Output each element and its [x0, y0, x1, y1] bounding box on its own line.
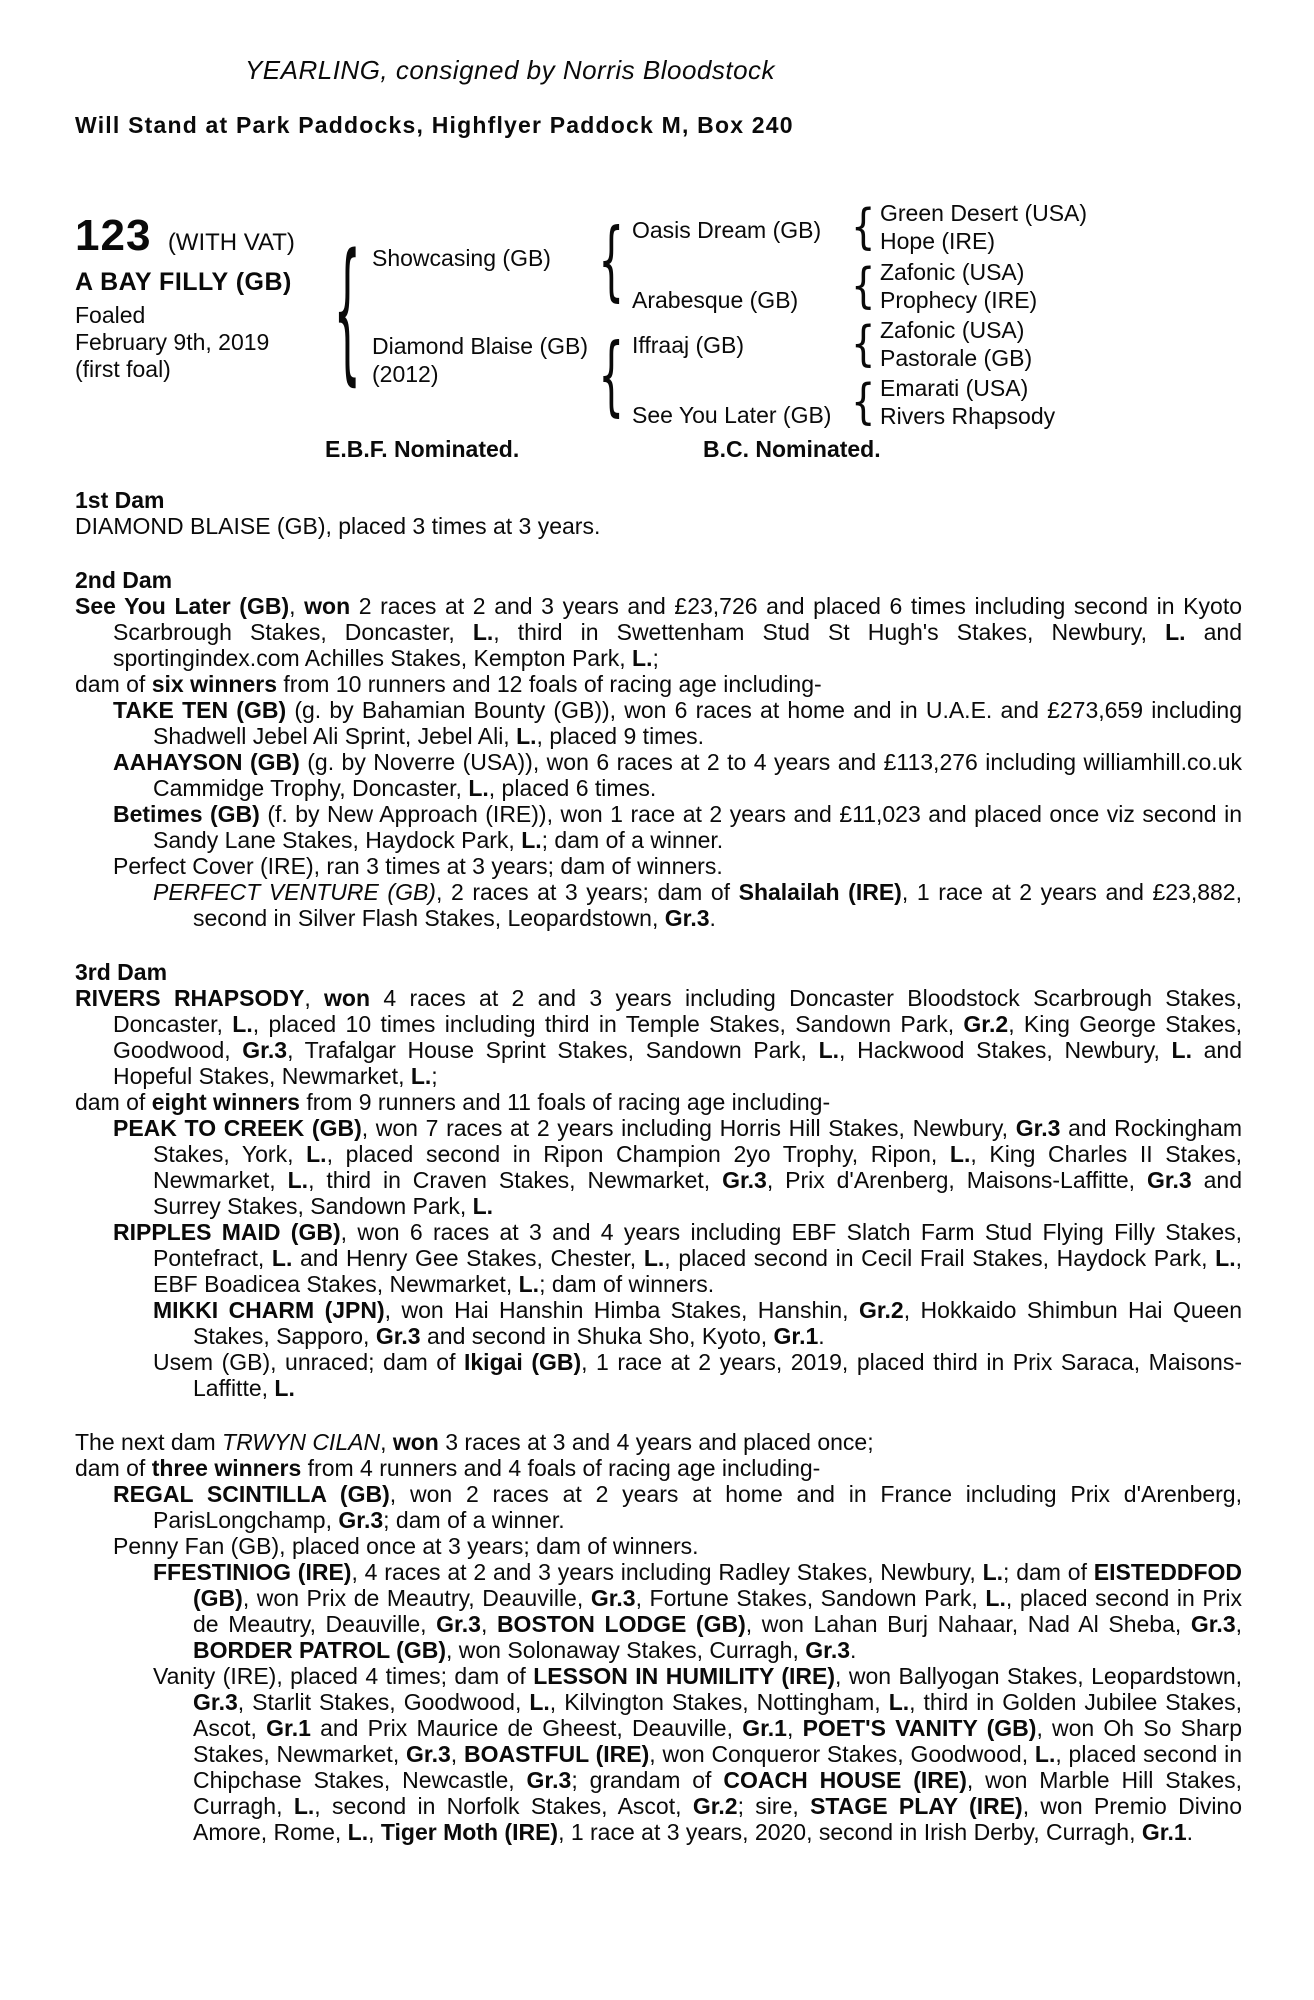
catalog-paragraph [75, 1349, 1242, 1401]
text-run: Gr.2 [692, 1793, 738, 1819]
dam-section [75, 487, 1242, 539]
text-run: Gr.3 [590, 1585, 636, 1611]
catalog-paragraph [75, 801, 1242, 853]
ebf-nominated-label: E.B.F. Nominated. [325, 436, 520, 462]
text-run: , won Prix de Meautry, Deauville, [242, 1585, 591, 1611]
text-run: Gr.3 [406, 1741, 451, 1767]
text-run: , third in Golden Jubilee Stakes, Ascot, [193, 1689, 1242, 1741]
text-run: EISTEDDFOD (GB) [193, 1559, 1242, 1611]
gen3-name: Green Desert (USA) [880, 200, 1088, 226]
catalog-paragraph [75, 1481, 1242, 1533]
text-run: , won Marble Hill Stakes, Curragh, [193, 1767, 1242, 1819]
dam-section [75, 959, 1242, 1401]
text-run: three winners [151, 1455, 302, 1481]
text-run: 3 races at 3 and 4 years and placed once; [438, 1429, 874, 1455]
gen3-name: Rivers Rhapsody [880, 403, 1056, 429]
text-run: , third in Craven Stakes, Newmarket, [308, 1167, 723, 1193]
text-run: L. [518, 1271, 540, 1297]
sire-name: Showcasing (GB) [372, 245, 551, 271]
text-run: Gr.3 [375, 1323, 421, 1349]
text-run: eight winners [151, 1089, 300, 1115]
text-run: Vanity (IRE), placed 4 times; dam of [153, 1663, 534, 1689]
text-run: L. [306, 1141, 327, 1167]
text-run: and Hopeful Stakes, Newmarket, [113, 1037, 1243, 1089]
text-run: BORDER PATROL (GB) [193, 1637, 446, 1663]
pedigree-brace-main: { [333, 222, 361, 402]
catalog-paragraph [75, 853, 1242, 879]
dam-section [75, 1429, 1242, 1845]
text-run: BOSTON LODGE (GB) [496, 1611, 746, 1637]
page-header [75, 55, 945, 139]
text-run: L. [410, 1063, 432, 1089]
text-run: Usem (GB), unraced; dam of [153, 1349, 464, 1375]
text-run: RIPPLES MAID (GB) [113, 1219, 341, 1245]
text-run: , Starlit Stakes, Goodwood, [237, 1689, 530, 1715]
gen3-name: Pastorale (GB) [880, 345, 1033, 371]
text-run: MIKKI CHARM (JPN) [153, 1297, 385, 1323]
catalog-paragraph [75, 1297, 1242, 1349]
gen3-name: Hope (IRE) [880, 228, 996, 254]
text-run: , Hackwood Stakes, Newbury, [839, 1037, 1172, 1063]
horse-description: A BAY FILLY (GB) [75, 268, 292, 296]
text-run: , third in Swettenham Stud St Hugh's Stakes, Newbury, [493, 619, 1166, 645]
text-run: PERFECT VENTURE (GB) [153, 879, 436, 905]
dam-heading: 1st Dam [75, 487, 165, 513]
dam-heading: 2nd Dam [75, 567, 173, 593]
text-run: and Henry Gee Stakes, Chester, [292, 1245, 644, 1271]
text-run: Shalailah (IRE) [738, 879, 902, 905]
catalog-sections [75, 487, 1242, 1845]
text-run: Gr.3 [338, 1507, 384, 1533]
gen3-name: Zafonic (USA) [880, 317, 1025, 343]
text-run: , [450, 1741, 464, 1767]
text-run: , won Oh So Sharp Stakes, Newmarket, [193, 1715, 1243, 1767]
text-run: and Rockingham Stakes, York, [153, 1115, 1242, 1167]
catalog-paragraph [75, 879, 1242, 931]
text-run: . [1186, 1819, 1194, 1845]
text-run: , placed second in Cecil Frail Stakes, Haydock Park, [664, 1245, 1216, 1271]
text-run: , 2 races at 3 years; dam of [435, 879, 739, 905]
text-run: dam of [75, 1455, 152, 1481]
text-run: ; dam of a winner. [383, 1507, 565, 1533]
text-run: , EBF Boadicea Stakes, Newmarket, [153, 1245, 1242, 1297]
pedigree-brace-dam: { [598, 325, 624, 427]
text-run: Gr.3 [242, 1037, 288, 1063]
text-run: , placed 9 times. [536, 723, 705, 749]
text-run: Gr.1 [1141, 1819, 1187, 1845]
dam-heading: 3rd Dam [75, 959, 168, 985]
text-run: 2 races at 2 and 3 years and £23,726 and placed 6 times including second in Kyoto Scarbrough Stakes, Doncaster, [113, 593, 1242, 645]
text-run: COACH HOUSE (IRE) [723, 1767, 967, 1793]
text-run: , won Hai Hanshin Himba Stakes, Hanshin, [384, 1297, 859, 1323]
text-run: , [304, 985, 325, 1011]
text-run: , 1 race at 2 years, 2019, placed third in Prix Saraca, Maisons-Laffitte, [193, 1349, 1242, 1401]
pedigree-brace-gen3: { [850, 199, 876, 255]
stand-location-line: Will Stand at Park Paddocks, Highflyer Paddock M, Box 240 [75, 112, 794, 138]
text-run: (g. by Bahamian Bounty (GB)), won 6 races at home and in U.A.E. and £273,659 including Shadwell Jebel Ali Sprint, Jebel Ali, [153, 697, 1242, 749]
text-run: from 4 runners and 4 foals of racing age including- [301, 1455, 821, 1481]
catalog-paragraph [75, 1219, 1242, 1297]
pedigree-table [75, 165, 1250, 477]
text-run: , placed second in Ripon Champion 2yo Trophy, Ripon, [326, 1141, 950, 1167]
text-run: dam of [75, 671, 152, 697]
text-run: . [850, 1637, 857, 1663]
text-run: Gr.3 [1015, 1115, 1061, 1141]
text-run: L. [1171, 1037, 1192, 1063]
text-run: and Prix Maurice de Gheest, Deauville, [310, 1715, 743, 1741]
text-run: L. [982, 1559, 1004, 1585]
text-run: Gr.3 [1190, 1611, 1236, 1637]
granddam-name: Arabesque (GB) [632, 287, 799, 313]
lot-number: 123 [75, 211, 152, 260]
text-run: TRWYN CILAN [222, 1429, 381, 1455]
text-run: , won 6 races at 3 and 4 years including EBF Slatch Farm Stud Flying Filly Stakes, Pontefract, [153, 1219, 1243, 1271]
dam-year: (2012) [372, 361, 439, 387]
dam-name: Diamond Blaise (GB) [372, 333, 589, 359]
gen3-pair [880, 258, 1037, 314]
text-run: Gr.1 [742, 1715, 787, 1741]
text-run: DIAMOND BLAISE (GB), placed 3 times at 3 years. [75, 513, 601, 539]
text-run: from 9 runners and 11 foals of racing age including- [299, 1089, 831, 1115]
text-run: See You Later (GB) [75, 593, 290, 619]
text-run: L. [472, 1193, 494, 1219]
text-run: ; dam of a winner. [541, 827, 724, 853]
text-run: L. [985, 1585, 1006, 1611]
text-run: L. [643, 1245, 665, 1271]
text-run: from 10 runners and 12 foals of racing age including- [277, 671, 822, 697]
text-run: won [304, 593, 351, 619]
catalog-paragraph [75, 671, 1242, 697]
text-run: L. [521, 827, 542, 853]
text-run: , won Ballyogan Stakes, Leopardstown, [835, 1663, 1242, 1689]
text-run: , Trafalgar House Sprint Stakes, Sandown Park, [287, 1037, 819, 1063]
vat-label: (WITH VAT) [167, 229, 295, 256]
foaled-label: Foaled [75, 302, 146, 328]
text-run: ; dam of [1003, 1559, 1094, 1585]
text-run: Gr.3 [805, 1637, 851, 1663]
gen3-name: Zafonic (USA) [880, 259, 1025, 285]
text-run: Gr.3 [193, 1689, 238, 1715]
text-run: L. [949, 1141, 971, 1167]
text-run: L. [529, 1689, 550, 1715]
text-run: , Prix d'Arenberg, Maisons-Laffitte, [766, 1167, 1147, 1193]
text-run: . [709, 905, 716, 931]
text-run: L. [516, 723, 537, 749]
text-run: , [786, 1715, 803, 1741]
text-run: , won Lahan Burj Nahaar, Nad Al Sheba, [745, 1611, 1191, 1637]
grandsire-name: Oasis Dream (GB) [632, 217, 822, 243]
text-run: REGAL SCINTILLA (GB) [113, 1481, 390, 1507]
text-run: won [324, 985, 371, 1011]
gen3-pair [880, 316, 1032, 372]
text-run: Gr.3 [664, 905, 710, 931]
text-run: , King George Stakes, Goodwood, [113, 1011, 1242, 1063]
pedigree-brace-sire: { [598, 210, 624, 312]
pedigree-brace-gen3: { [850, 316, 876, 372]
text-run: , won Solonaway Stakes, Curragh, [446, 1637, 806, 1663]
text-run: , Kilvington Stakes, Nottingham, [549, 1689, 889, 1715]
catalog-paragraph [75, 593, 1242, 671]
text-run: Gr.3 [436, 1611, 481, 1637]
text-run: ; sire, [737, 1793, 811, 1819]
catalog-paragraph [75, 1429, 1242, 1455]
text-run: FFESTINIOG (IRE) [153, 1559, 352, 1585]
catalog-paragraph [75, 1089, 1242, 1115]
text-run: L. [293, 1793, 315, 1819]
text-run: , second in Norfolk Stakes, Ascot, [314, 1793, 693, 1819]
text-run: PEAK TO CREEK (GB) [113, 1115, 362, 1141]
text-run: , won 2 races at 2 years at home and in France including Prix d'Arenberg, ParisLongchamp, [153, 1481, 1242, 1533]
text-run: ; grandam of [571, 1767, 724, 1793]
text-run: L. [271, 1245, 293, 1271]
text-run: Gr.3 [722, 1167, 767, 1193]
text-run: Tiger Moth (IRE) [380, 1819, 559, 1845]
text-run: dam of [75, 1089, 152, 1115]
text-run: L. [472, 619, 494, 645]
text-run: L. [274, 1375, 295, 1401]
first-foal-note: (first foal) [75, 356, 171, 382]
text-run: POET'S VANITY (GB) [802, 1715, 1037, 1741]
text-run: L. [1165, 619, 1186, 645]
text-run: LESSON IN HUMILITY (IRE) [533, 1663, 836, 1689]
text-run: L. [347, 1819, 369, 1845]
text-run: , 1 race at 3 years, 2020, second in Irish Derby, Curragh, [558, 1819, 1142, 1845]
text-run: won [392, 1429, 439, 1455]
text-run: , [480, 1611, 497, 1637]
text-run: , placed 6 times. [488, 775, 657, 801]
text-run: (g. by Noverre (USA)), won 6 races at 2 to 4 years and £113,276 including williamhill.co.uk Cammidge Trophy, Doncaster, [153, 749, 1243, 801]
text-run: RIVERS RHAPSODY [75, 985, 305, 1011]
text-run: , won Conqueror Stakes, Goodwood, [649, 1741, 1035, 1767]
text-run: Gr.1 [266, 1715, 311, 1741]
text-run: . [818, 1323, 825, 1349]
text-run: L. [468, 775, 489, 801]
catalog-paragraph [75, 1663, 1242, 1845]
text-run: The next dam [75, 1429, 223, 1455]
text-run: , won Premio Divino Amore, Rome, [193, 1793, 1243, 1845]
text-run: and Surrey Stakes, Sandown Park, [153, 1167, 1242, 1219]
gen3-pair [880, 374, 1055, 430]
catalog-paragraph [75, 749, 1242, 801]
text-run: ; [431, 1063, 438, 1089]
text-run: Gr.2 [963, 1011, 1009, 1037]
text-run: , placed 10 times including third in Temple Stakes, Sandown Park, [252, 1011, 964, 1037]
text-run: L. [1034, 1741, 1056, 1767]
text-run: Gr.3 [526, 1767, 572, 1793]
lot-header [75, 211, 295, 261]
catalog-paragraph [75, 513, 1242, 539]
text-run: , [380, 1429, 393, 1455]
catalog-paragraph [75, 1115, 1242, 1219]
text-run: , [1235, 1611, 1243, 1637]
text-run: , King Charles II Stakes, Newmarket, [153, 1141, 1242, 1193]
second-dam-name: See You Later (GB) [632, 402, 832, 428]
damsire-name: Iffraaj (GB) [632, 332, 745, 358]
catalog-paragraph [75, 697, 1242, 749]
catalog-paragraph [75, 1533, 1242, 1559]
gen3-name: Emarati (USA) [880, 375, 1029, 401]
text-run: L. [888, 1689, 910, 1715]
text-run: Penny Fan (GB), placed once at 3 years; dam of winners. [113, 1533, 699, 1559]
text-run: L. [818, 1037, 840, 1063]
text-run: L. [287, 1167, 309, 1193]
text-run: , [289, 593, 305, 619]
text-run: 4 races at 2 and 3 years including Doncaster Bloodstock Scarbrough Stakes, Doncaster, [113, 985, 1243, 1037]
text-run: L. [232, 1011, 253, 1037]
text-run: STAGE PLAY (IRE) [810, 1793, 1023, 1819]
catalog-paragraph [75, 1559, 1242, 1663]
text-run: ; dam of winners. [539, 1271, 715, 1297]
text-run: AAHAYSON (GB) [113, 749, 300, 775]
text-run: , 1 race at 2 years and £23,882, second in Silver Flash Stakes, Leopardstown, [193, 879, 1242, 931]
text-run: , won 7 races at 2 years including Horris Hill Stakes, Newbury, [361, 1115, 1016, 1141]
catalog-paragraph [75, 985, 1242, 1089]
text-run: and second in Shuka Sho, Kyoto, [420, 1323, 774, 1349]
text-run: (f. by New Approach (IRE)), won 1 race at 2 years and £11,023 and placed once viz second in Sandy Lane Stakes, Haydock Park, [153, 801, 1242, 853]
text-run: and sportingindex.com Achilles Stakes, Kempton Park, [113, 619, 1242, 671]
text-run: , 4 races at 2 and 3 years including Radley Stakes, Newbury, [351, 1559, 983, 1585]
text-run: Betimes (GB) [113, 801, 260, 827]
catalog-paragraph [75, 1455, 1242, 1481]
foaled-date: February 9th, 2019 [75, 329, 270, 355]
text-run: , placed second in Prix de Meautry, Deauville, [193, 1585, 1242, 1637]
text-run: , Hokkaido Shimbun Hai Queen Stakes, Sapporo, [193, 1297, 1243, 1349]
gen3-name: Prophecy (IRE) [880, 287, 1038, 313]
text-run: Gr.2 [858, 1297, 904, 1323]
text-run: Gr.3 [1146, 1167, 1192, 1193]
text-run: TAKE TEN (GB) [113, 697, 287, 723]
text-run: , [368, 1819, 381, 1845]
text-run: , placed second in Chipchase Stakes, Newcastle, [193, 1741, 1242, 1793]
text-run: , Fortune Stakes, Sandown Park, [635, 1585, 986, 1611]
text-run: ; [652, 645, 659, 671]
dam-section [75, 567, 1242, 931]
text-run: six winners [151, 671, 277, 697]
pedigree-brace-gen3: { [850, 258, 876, 314]
text-run: L. [632, 645, 653, 671]
text-run: Ikigai (GB) [464, 1349, 582, 1375]
text-run: L. [1215, 1245, 1236, 1271]
gen3-pair [880, 199, 1087, 255]
pedigree-brace-gen3: { [850, 374, 876, 430]
text-run: BOASTFUL (IRE) [463, 1741, 650, 1767]
text-run: Gr.1 [773, 1323, 819, 1349]
bc-nominated-label: B.C. Nominated. [703, 436, 881, 462]
page-title: YEARLING, consigned by Norris Bloodstock [244, 55, 776, 85]
text-run: Perfect Cover (IRE), ran 3 times at 3 years; dam of winners. [113, 853, 723, 879]
